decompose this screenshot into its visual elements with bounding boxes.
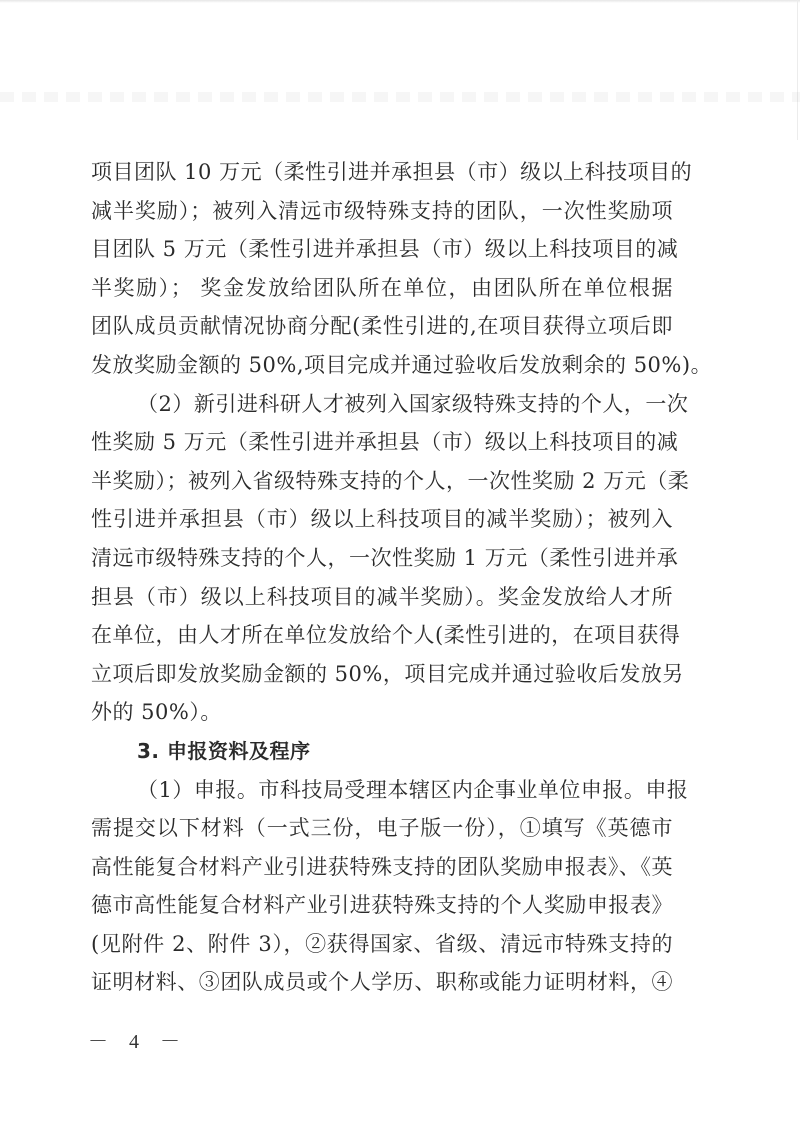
- text-line: (见附件 2、附件 3），②获得国家、省级、清远市特殊支持的: [91, 931, 673, 956]
- text-line: 半奖励）； 奖金发放给团队所在单位，由团队所在单位根据: [91, 275, 673, 300]
- text-line: 证明材料、③团队成员或个人学历、职称或能力证明材料，④: [91, 970, 673, 995]
- section-heading: 3. 申报资料及程序: [137, 738, 311, 763]
- scan-right-edge: [797, 0, 798, 140]
- paragraph-individual-rewards: [91, 385, 690, 732]
- text-line: 性奖励 5 万元（柔性引进并承担县（市）级以上科技项目的减: [91, 430, 679, 455]
- paragraph-application: [91, 771, 689, 1003]
- text-line: 需提交以下材料（一式三份，电子版一份），①填写《英德市: [91, 816, 673, 841]
- text-line: 团队成员贡献情况协商分配(柔性引进的,在项目获得立项后即: [91, 314, 673, 339]
- text-line: 发放奖励金额的 50%,项目完成并通过验收后发放剩余的 50%)。: [91, 352, 713, 377]
- paragraph-continuation: [91, 153, 713, 385]
- scan-bleed-through: [0, 92, 800, 102]
- text-line: 德市高性能复合材料产业引进获特殊支持的个人奖励申报表》: [91, 893, 673, 918]
- document-body: [91, 153, 713, 1002]
- text-line: 在单位，由人才所在单位发放给个人(柔性引进的，在项目获得: [91, 623, 681, 648]
- text-line: 半奖励）；被列入省级特殊支持的个人，一次性奖励 2 万元（柔: [91, 468, 690, 493]
- text-line: 外的 50%）。: [91, 700, 222, 725]
- text-line: 减半奖励）；被列入清远市级特殊支持的团队，一次性奖励项: [91, 198, 673, 223]
- text-line: 清远市级特殊支持的个人，一次性奖励 1 万元（柔性引进并承: [91, 545, 679, 570]
- text-line: 目团队 5 万元（柔性引进并承担县（市）级以上科技项目的减: [91, 237, 679, 262]
- scan-top-edge: [0, 0, 800, 3]
- text-line: （2）新引进科研人才被列入国家级特殊支持的个人，一次: [137, 391, 689, 416]
- text-line: （1）申报。市科技局受理本辖区内企事业单位申报。申报: [137, 777, 689, 802]
- text-line: 立项后即发放奖励金额的 50%，项目完成并通过验收后发放另: [91, 661, 684, 686]
- page-number: － 4 －: [88, 1031, 188, 1053]
- text-line: 担县（市）级以上科技项目的减半奖励）。奖金发放给人才所: [91, 584, 673, 609]
- text-line: 项目团队 10 万元（柔性引进并承担县（市）级以上科技项目的: [91, 160, 693, 184]
- text-line: 性引进并承担县（市）级以上科技项目的减半奖励）；被列入: [91, 507, 673, 532]
- text-line: 高性能复合材料产业引进获特殊支持的团队奖励申报表》、《英: [91, 854, 673, 879]
